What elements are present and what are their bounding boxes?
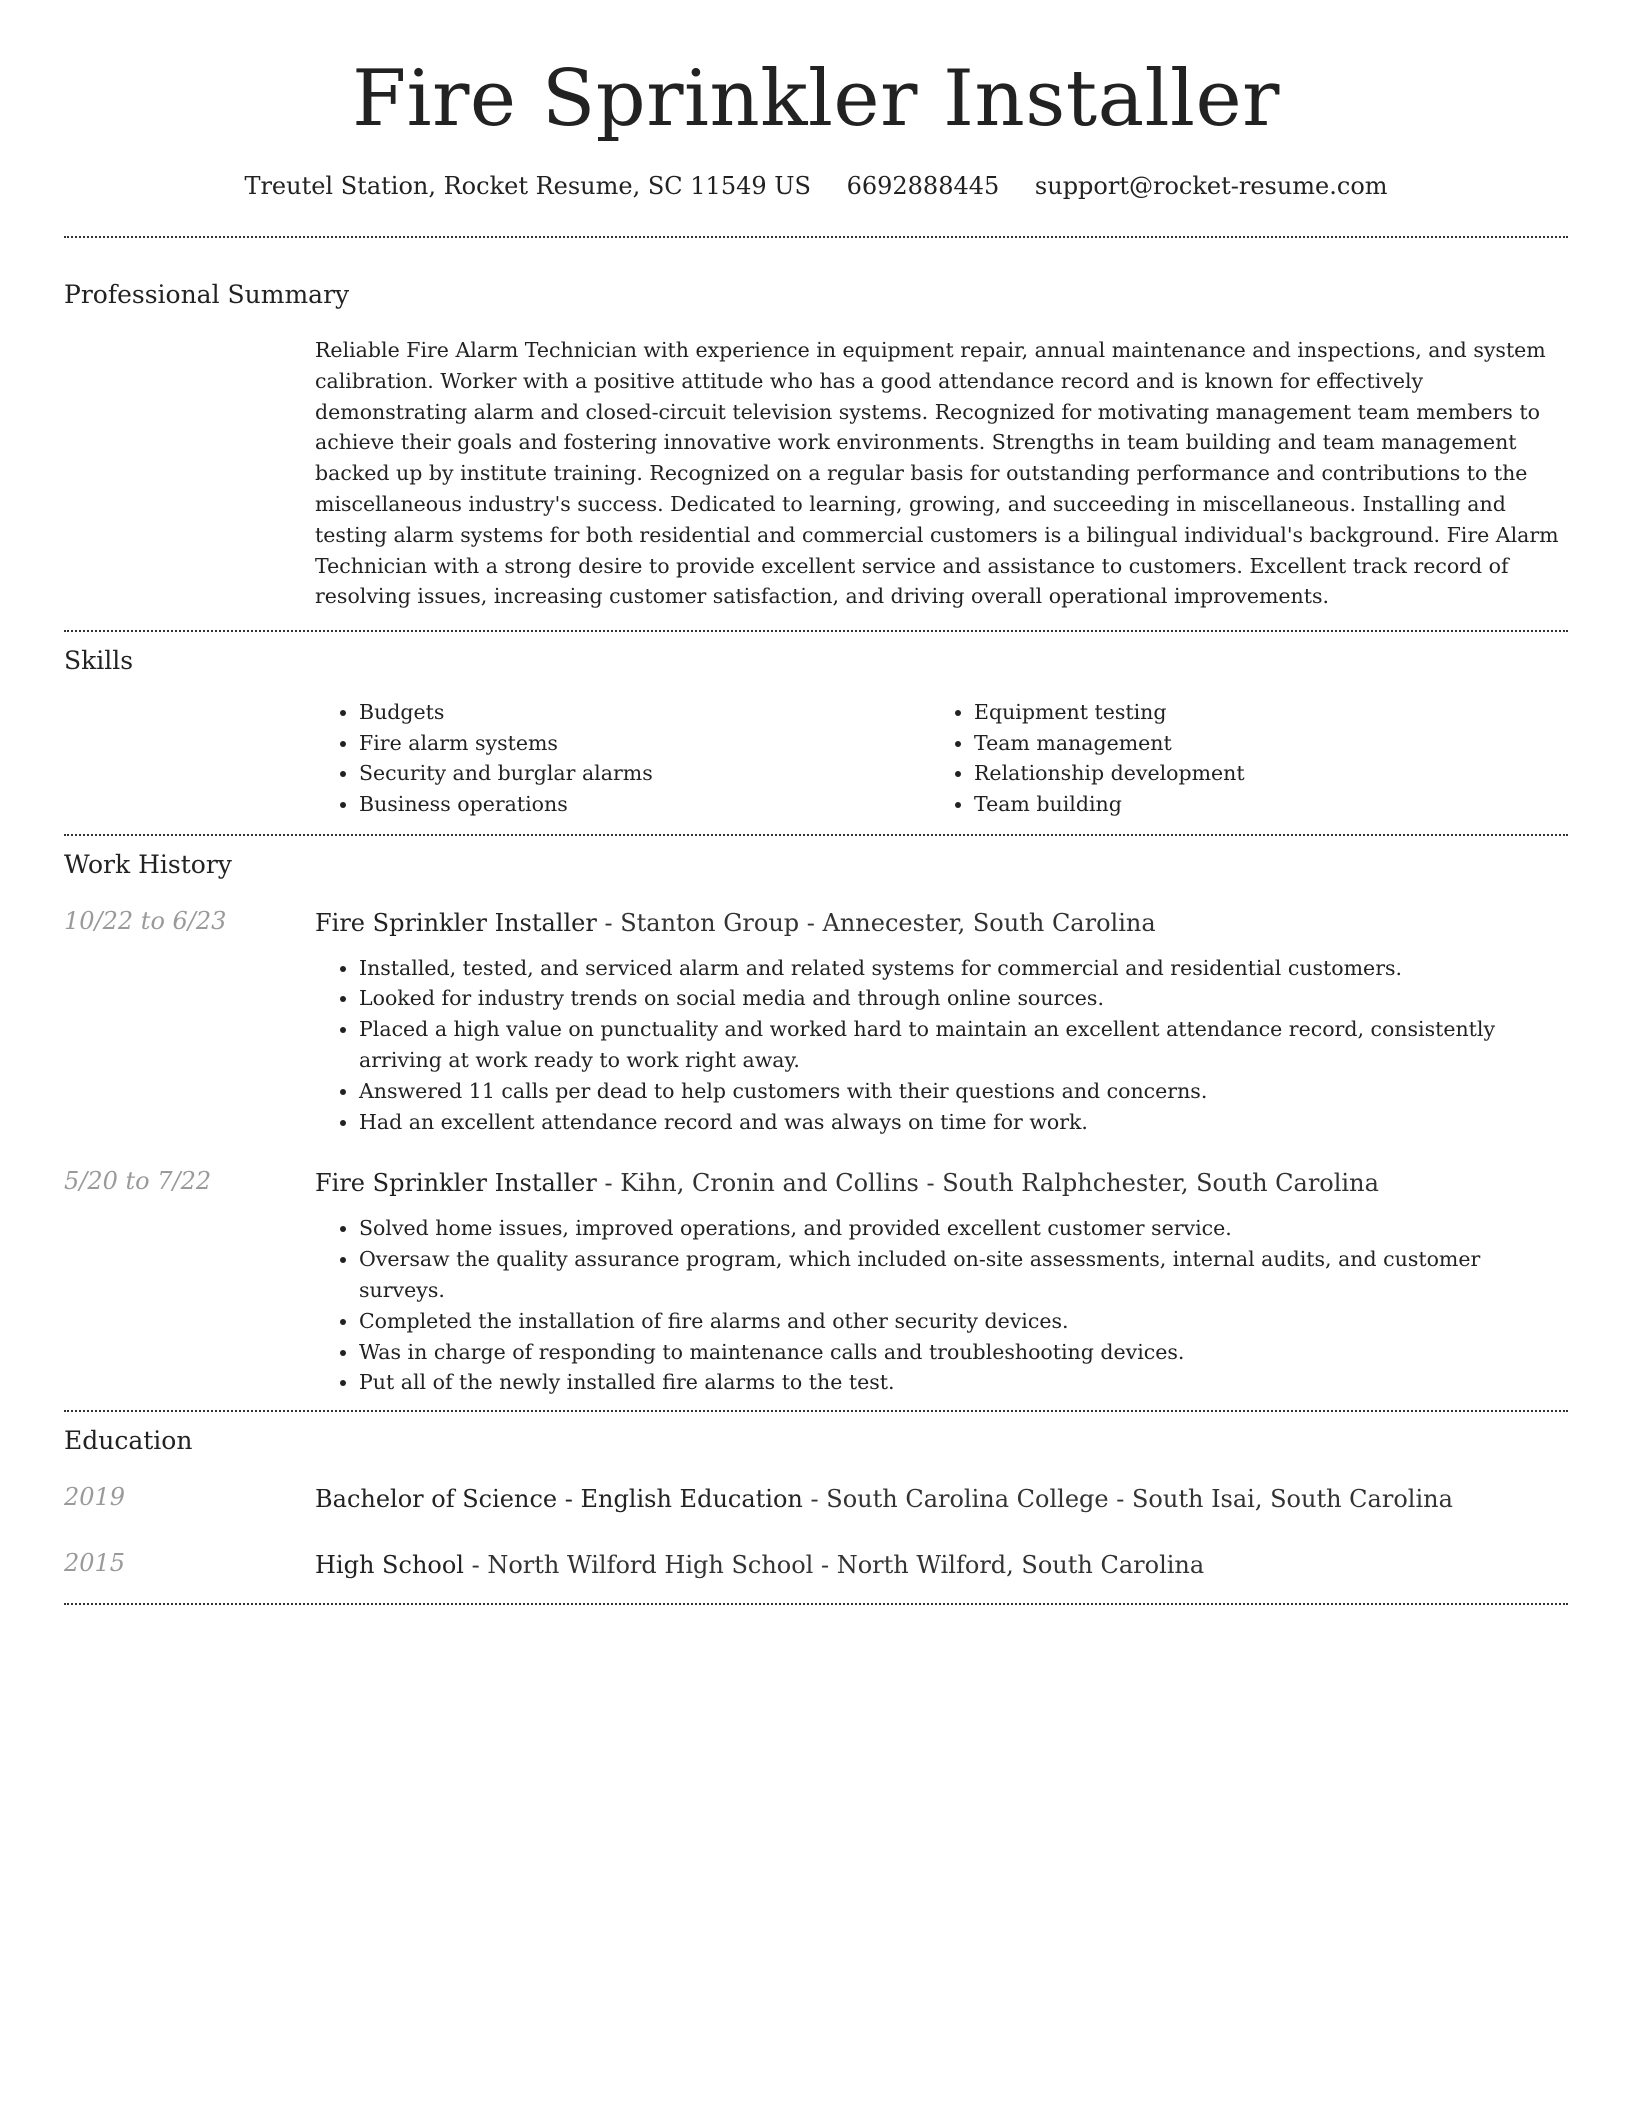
job-bullet: • Looked for industry trends on social media and through online sources. bbox=[359, 983, 1568, 1014]
contact-address: Treutel Station, Rocket Resume, SC 11549 US bbox=[244, 172, 811, 200]
separator: - bbox=[813, 1551, 837, 1580]
candidate-name: Fire Sprinkler Installer bbox=[352, 54, 1280, 144]
skill-item: • Security and burglar alarms bbox=[359, 758, 930, 789]
job-details bbox=[315, 1167, 1568, 1398]
education-details bbox=[315, 1549, 1568, 1581]
job-bullet: • Placed a high value on punctuality and worked hard to maintain an excellent attendance record, consistently arriving at work ready to work right away. bbox=[359, 1014, 1568, 1076]
education-degree: High School bbox=[315, 1551, 464, 1580]
job-bullet: • Was in charge of responding to maintenance calls and troubleshooting devices. bbox=[359, 1337, 1568, 1368]
section-divider bbox=[64, 1603, 1568, 1605]
education-entry bbox=[64, 1483, 1568, 1515]
job-bullet: • Solved home issues, improved operations, and provided excellent customer service. bbox=[359, 1213, 1568, 1244]
job-header bbox=[315, 1167, 1568, 1199]
job-dates: 5/20 to 7/22 bbox=[64, 1167, 212, 1196]
education-details bbox=[315, 1483, 1568, 1515]
skill-item: • Team building bbox=[974, 789, 1545, 820]
contact-line bbox=[64, 172, 1568, 200]
separator: - bbox=[596, 908, 621, 937]
skills-heading: Skills bbox=[64, 646, 134, 676]
job-role: Fire Sprinkler Installer bbox=[315, 908, 597, 937]
job-bullet: • Completed the installation of fire alarms and other security devices. bbox=[359, 1306, 1568, 1337]
education-location: North Wilford, South Carolina bbox=[836, 1551, 1205, 1580]
summary-section bbox=[64, 335, 1568, 612]
education-school: North Wilford High School bbox=[487, 1551, 814, 1580]
education-location: South Isai, South Carolina bbox=[1131, 1485, 1453, 1514]
skill-item: • Budgets bbox=[359, 697, 930, 728]
job-bullet: • Answered 11 calls per dead to help customers with their questions and concerns. bbox=[359, 1076, 1568, 1107]
skills-list-left bbox=[315, 697, 930, 819]
section-divider bbox=[64, 834, 1568, 836]
skill-item: • Equipment testing bbox=[974, 697, 1545, 728]
education-degree: Bachelor of Science - English Education bbox=[315, 1485, 803, 1514]
skills-section bbox=[64, 697, 1568, 819]
job-entry bbox=[64, 907, 1568, 1138]
separator: - bbox=[1108, 1485, 1132, 1514]
education-heading: Education bbox=[64, 1426, 193, 1456]
summary-text: Reliable Fire Alarm Technician with experience in equipment repair, annual maintenance and inspections, and system calibration. Worker with a positive attitude who has a good attendance record and is known for effectively demonstrating alarm and closed-circuit television systems. Recognized for motivating management team members to achieve their goals and fostering innovative work environments. Strengths in team building and team management backed up by institute training. Recognized on a regular basis for outstanding performance and contributions to the miscellaneous industry's success. Dedicated to learning, growing, and succeeding in miscellaneous. Installing and testing alarm systems for both residential and commercial customers is a bilingual individual's background. Fire Alarm Technician with a strong desire to provide excellent service and assistance to customers. Excellent track record of resolving issues, increasing customer satisfaction, and driving overall operational improvements. bbox=[315, 338, 1559, 609]
job-dates: 10/22 to 6/23 bbox=[64, 906, 227, 935]
job-bullet: • Had an excellent attendance record and was always on time for work. bbox=[359, 1107, 1568, 1138]
job-location: South Ralphchester, South Carolina bbox=[942, 1169, 1379, 1198]
job-bullets bbox=[315, 953, 1568, 1138]
work-history-heading: Work History bbox=[64, 849, 232, 879]
job-role: Fire Sprinkler Installer bbox=[315, 1169, 597, 1198]
separator: - bbox=[802, 1485, 827, 1514]
job-bullet: • Put all of the newly installed fire alarms to the test. bbox=[359, 1367, 1568, 1398]
job-header bbox=[315, 907, 1568, 939]
skill-item: • Relationship development bbox=[974, 758, 1545, 789]
skills-list-right bbox=[930, 697, 1545, 819]
job-bullet: • Oversaw the quality assurance program, which included on-site assessments, internal audits, and customer surveys. bbox=[359, 1244, 1568, 1306]
job-company: Stanton Group bbox=[620, 908, 800, 937]
education-year: 2015 bbox=[64, 1549, 126, 1578]
separator: - bbox=[799, 908, 823, 937]
job-details bbox=[315, 907, 1568, 1138]
education-school: South Carolina College bbox=[826, 1485, 1109, 1514]
job-bullet: • Installed, tested, and serviced alarm and related systems for commercial and residential customers. bbox=[359, 953, 1568, 984]
job-bullets bbox=[315, 1213, 1568, 1398]
skills-left-spacer bbox=[64, 697, 315, 819]
skill-item: • Team management bbox=[974, 728, 1545, 759]
section-divider bbox=[64, 236, 1568, 238]
skill-item: • Business operations bbox=[359, 789, 930, 820]
contact-email: support@rocket-resume.com bbox=[1034, 172, 1388, 200]
section-divider bbox=[64, 630, 1568, 632]
job-entry bbox=[64, 1167, 1568, 1398]
education-entry bbox=[64, 1549, 1568, 1581]
section-divider bbox=[64, 1410, 1568, 1412]
contact-phone: 6692888445 bbox=[846, 172, 1000, 200]
job-location: Annecester, South Carolina bbox=[822, 908, 1156, 937]
skills-columns bbox=[315, 697, 1568, 819]
separator: - bbox=[918, 1169, 943, 1198]
separator: - bbox=[463, 1551, 488, 1580]
summary-heading: Professional Summary bbox=[64, 280, 350, 309]
job-company: Kihn, Cronin and Collins bbox=[620, 1169, 919, 1198]
education-year: 2019 bbox=[64, 1483, 126, 1512]
summary-left-spacer bbox=[64, 335, 315, 612]
separator: - bbox=[596, 1169, 621, 1198]
skill-item: • Fire alarm systems bbox=[359, 728, 930, 759]
